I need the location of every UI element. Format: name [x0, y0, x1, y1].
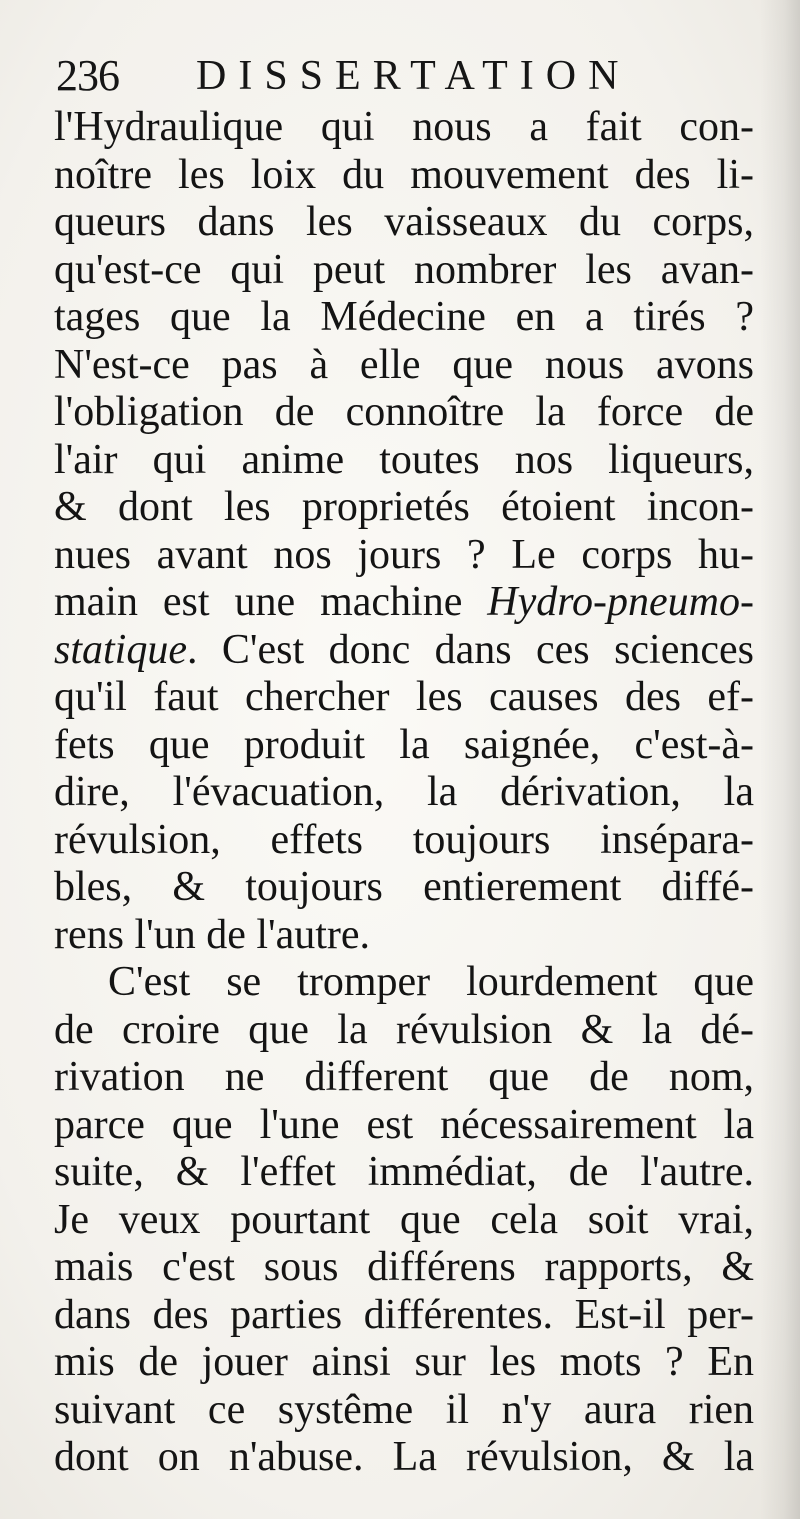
- paragraph: [54, 104, 754, 959]
- text-line: parce que l'une est nécessairement la: [54, 1101, 754, 1148]
- text-line: nues avant nos jours ? Le corps hu-: [54, 531, 754, 578]
- text-line: dans des parties différentes. Est-il per-: [54, 1291, 754, 1338]
- text-line: qu'il faut chercher les causes des ef-: [54, 674, 754, 720]
- page-number: 236: [56, 51, 119, 100]
- text-line: N'est-ce pas à elle que nous avons: [54, 341, 754, 388]
- text-line-with-italic: [54, 579, 754, 627]
- text-line: l'obligation de connoître la force de: [54, 389, 754, 435]
- body-text: [54, 104, 754, 1482]
- page-header: [56, 46, 756, 106]
- text-line: mais c'est sous différens rapports, &: [54, 1244, 754, 1290]
- running-head: DISSERTATION: [196, 53, 631, 99]
- text-line: suivant ce systême il n'y aura rien: [54, 1386, 754, 1433]
- text-line: queurs dans les vaisseaux du corps,: [54, 199, 754, 245]
- text-line: bles, & toujours entierement diffé-: [54, 864, 754, 910]
- text-line-with-italic: [54, 627, 754, 675]
- text-segment: . C'est donc dans ces sciences: [187, 626, 754, 673]
- italic-term: Hydro-pneumo-: [487, 579, 754, 625]
- text-line: révulsion, effets toujours insépara-: [54, 816, 754, 863]
- text-segment: main est une machine: [54, 579, 488, 625]
- text-line: qu'est-ce qui peut nombrer les avan-: [54, 246, 754, 293]
- text-line: dont on n'abuse. La révulsion, & la: [54, 1434, 754, 1480]
- text-line: l'air qui anime toutes nos liqueurs,: [54, 436, 754, 483]
- text-line: suite, & l'effet immédiat, de l'autre.: [54, 1149, 754, 1195]
- text-line: rens l'un de l'autre.: [54, 911, 371, 958]
- text-line: tages que la Médecine en a tirés ?: [54, 294, 754, 340]
- text-line: & dont les proprietés étoient incon-: [54, 484, 754, 530]
- page-gutter-shadow: [760, 0, 800, 1519]
- italic-term: statique: [54, 626, 187, 673]
- text-line: fets que produit la saignée, c'est-à-: [54, 721, 754, 768]
- text-line: de croire que la révulsion & la dé-: [54, 1006, 754, 1053]
- text-line: rivation ne different que de nom,: [54, 1054, 754, 1100]
- text-line: Je veux pourtant que cela soit vrai,: [54, 1196, 754, 1243]
- paragraph: [54, 959, 754, 1482]
- text-line: C'est se tromper lourdement que: [108, 959, 754, 1005]
- text-line: l'Hydraulique qui nous a fait con-: [54, 104, 754, 150]
- text-line: mis de jouer ainsi sur les mots ? En: [54, 1339, 754, 1385]
- text-line: dire, l'évacuation, la dérivation, la: [54, 769, 754, 815]
- text-line: noître les loix du mouvement des li-: [54, 151, 754, 198]
